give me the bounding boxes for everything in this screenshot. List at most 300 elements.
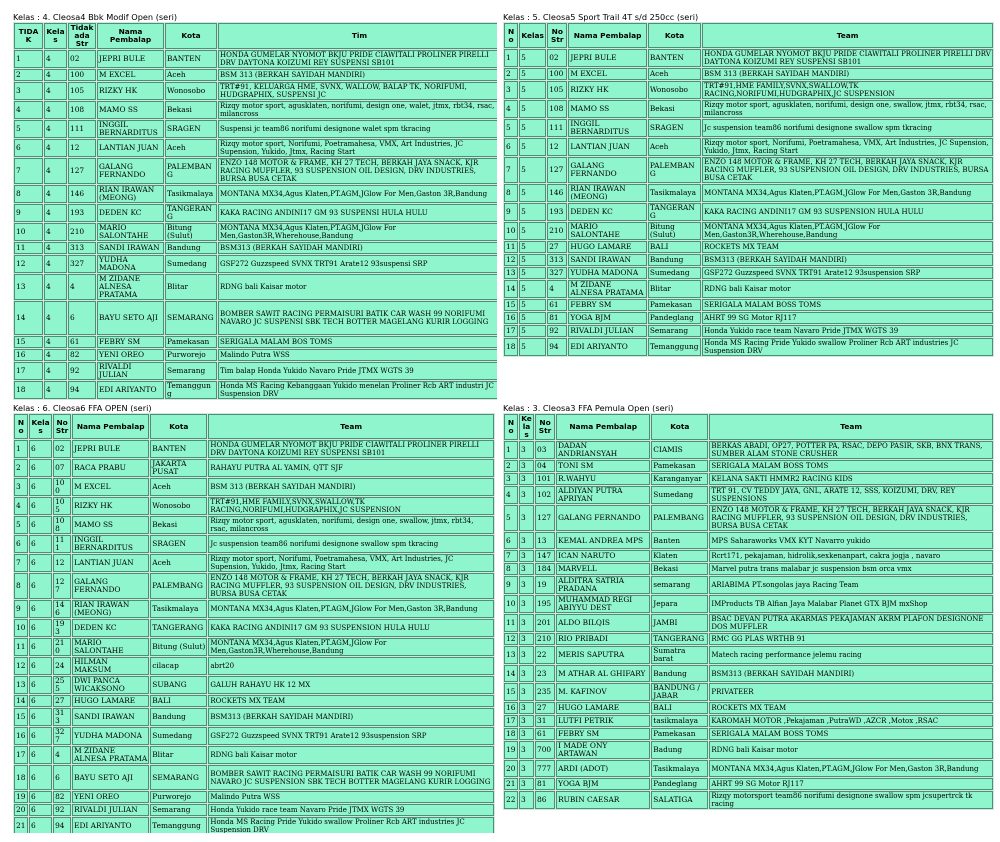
- class-cell: 5: [519, 157, 546, 183]
- class-cell: 6: [29, 708, 52, 726]
- start-number-cell: 61: [535, 728, 555, 740]
- no-cell: 8: [504, 563, 518, 575]
- rider-name-cell: GALANG FERNANDO: [556, 505, 650, 531]
- class-header: Kelas: [519, 414, 534, 440]
- start-number-cell: 27: [535, 702, 555, 714]
- rider-name-cell: RIO PRIBADI: [556, 633, 650, 645]
- table-row: [14, 535, 494, 553]
- class-cell: 4: [44, 381, 67, 399]
- team-cell: MPS Saharaworks VMX KYT Navarro yukido: [709, 532, 993, 549]
- team-cell: Honda MS Racing Kebanggaan Yukido menelan Proliner Rcb ART industri JC Suspension DRV: [218, 381, 497, 399]
- city-cell: Bandung: [651, 665, 708, 682]
- team-cell: BOMBER SAWIT RACING PERMAISURI BATIK CAR WASH 99 NORIFUMI NAVARO JC SUSPENSION SBK TECH BOTTER MAGELANG KURIR LOGGING: [208, 765, 494, 790]
- no-cell: 12: [504, 633, 518, 645]
- class-cell: 3: [519, 576, 534, 594]
- class-cell: 6: [29, 695, 52, 707]
- class-cell: 5: [519, 254, 546, 266]
- rider-name-cell: MAMO SS: [72, 516, 149, 534]
- table-row: [14, 120, 497, 138]
- team-header: Team: [208, 414, 494, 439]
- team-cell: Jc suspension team86 norifumi designone swallow spm tkracing: [208, 535, 494, 553]
- start-number-cell: 108: [547, 100, 567, 118]
- class-cell: 4: [44, 362, 67, 380]
- rider-name-cell: RUBIN CAESAR: [556, 791, 650, 809]
- rider-name-cell: MARIO SALONTAHE: [568, 222, 646, 240]
- city-cell: JAKARTA PUSAT: [150, 459, 207, 477]
- no-cell: 4: [14, 497, 28, 515]
- start-number-cell: 127: [535, 505, 555, 531]
- no-cell: 18: [504, 728, 518, 740]
- rider-name-cell: SANDI IRAWAN: [97, 242, 164, 254]
- start-number-cell: 6: [68, 301, 96, 335]
- rider-name-cell: INGGIL BERNARDITUS: [72, 535, 149, 553]
- class-cell: 4: [44, 101, 67, 119]
- city-cell: Temanggung: [150, 817, 207, 833]
- team-cell: GSF272 Guzzspeed SVNX TRT91 Arate12 93suspension SRP: [702, 267, 993, 279]
- class-cell: 4: [44, 82, 67, 100]
- city-cell: Bandung: [648, 254, 701, 266]
- city-cell: Tasikmalaya: [648, 184, 701, 202]
- table-row: [504, 532, 993, 549]
- no-cell: 6: [504, 138, 518, 156]
- table-row: [14, 381, 497, 399]
- table-row: [14, 242, 497, 254]
- start-number-cell: 105: [53, 497, 71, 515]
- start-number-cell: 201: [535, 614, 555, 632]
- class-cell: 4: [44, 158, 67, 184]
- start-number-cell: 03: [535, 441, 555, 459]
- team-cell: KAKA RACING ANDINI17 GM 93 SUSPENSION HULA HULU: [702, 203, 993, 221]
- class-cell: 4: [44, 255, 67, 273]
- class-3-caption: Kelas : 3. Cleosa3 FFA Pemula Open (seri): [503, 403, 674, 413]
- city-cell: BANTEN: [165, 50, 217, 68]
- start-number-cell: 94: [68, 381, 96, 399]
- team-cell: MONTANA MX34,Agus Klaten,PT.AGM,JGlow For Men,Gaston3R,Wherehouse,Bandung: [218, 223, 497, 241]
- start-number-cell: 235: [535, 683, 555, 701]
- team-cell: Rizqy motor sport, agusklaten, norifumi, design one, walet, jtmx, rbt34, rsac, milancross: [218, 101, 497, 119]
- rider-name-cell: YOGA BJM: [568, 312, 646, 324]
- city-cell: Semarang: [165, 362, 217, 380]
- rider-name-cell: FEBRY SM: [568, 299, 646, 311]
- city-cell: Sumedang: [150, 727, 207, 745]
- start-number-cell: 313: [68, 242, 96, 254]
- rider-name-cell: RIVALDI JULIAN: [568, 325, 646, 337]
- start-number-cell: 92: [68, 362, 96, 380]
- city-cell: Blitar: [648, 280, 701, 298]
- team-cell: RDNG bali Kaisar motor: [702, 280, 993, 298]
- rider-name-cell: MARIO SALONTAHE: [97, 223, 164, 241]
- table-row: [14, 459, 494, 477]
- class-cell: 6: [29, 676, 52, 694]
- table-row: [14, 791, 494, 803]
- class-cell: 6: [29, 478, 52, 496]
- class-cell: 6: [29, 535, 52, 553]
- city-cell: Wonosobo: [165, 82, 217, 100]
- rider-name-cell: GALANG FERNANDO: [97, 158, 164, 184]
- rider-name-cell: MAMO SS: [97, 101, 164, 119]
- team-cell: RDNG bali Kaisar motor: [218, 274, 497, 300]
- rider-name-cell: M ZIDANE ALNESA PRATAMA: [72, 746, 149, 764]
- rider-name-cell: ALDITRA SATRIA PRADANA: [556, 576, 650, 594]
- table-row: [504, 338, 993, 356]
- class-4-caption: Kelas : 4. Cleosa4 Bbk Modif Open (seri): [13, 12, 178, 22]
- class-cell: 5: [519, 138, 546, 156]
- table-row: [14, 204, 497, 222]
- start-number-cell: 4: [68, 274, 96, 300]
- no-cell: 15: [14, 336, 43, 348]
- table-row: [504, 486, 993, 504]
- city-cell: TANGERANG: [651, 633, 708, 645]
- team-cell: ROCKETS MX TEAM: [208, 695, 494, 707]
- class-cell: 5: [519, 280, 546, 298]
- city-cell: TANGERANG: [150, 619, 207, 637]
- team-cell: HONDA GUMELAR NYOMOT BKJU PRIDE CIAWITALI PROLINER PIRELLI DRV DAYTONA KOIZUMI REY SUSPENSI SB101: [218, 50, 497, 68]
- class-cell: 6: [29, 516, 52, 534]
- class-cell: 6: [29, 619, 52, 637]
- start-number-cell: 700: [535, 741, 555, 759]
- city-cell: Pandeglang: [648, 312, 701, 324]
- city-cell: BANTEN: [648, 49, 701, 67]
- class-cell: 3: [519, 741, 534, 759]
- city-cell: Klaten: [651, 550, 708, 562]
- class-cell: 5: [519, 203, 546, 221]
- no-cell: 1: [14, 440, 28, 458]
- team-cell: TRT#91,HME FAMILY,SVNX,SWALLOW,TK RACING,NORIFUMI,HUDGRAPHIX,JC SUSPENSION: [208, 497, 494, 515]
- table-row: [504, 49, 993, 67]
- rider-name-cell: DWI PANCA WICAKSONO: [72, 676, 149, 694]
- start-number-cell: 111: [68, 120, 96, 138]
- rider-name-cell: JEPRI BULE: [568, 49, 646, 67]
- city-cell: Bekasi: [648, 100, 701, 118]
- class-cell: 5: [519, 325, 546, 337]
- class-cell: 6: [29, 497, 52, 515]
- class-4-panel: [13, 12, 497, 402]
- class-5-table: [503, 22, 994, 357]
- start-number-cell: 61: [68, 336, 96, 348]
- table-row: [14, 478, 494, 496]
- team-header: Team: [702, 23, 993, 48]
- class-cell: 3: [519, 460, 534, 472]
- no-cell: 6: [14, 139, 43, 157]
- no-cell: 13: [504, 267, 518, 279]
- rider-name-cell: GALANG FERNANDO: [568, 157, 646, 183]
- city-cell: Purworejo: [150, 791, 207, 803]
- city-cell: SRAGEN: [150, 535, 207, 553]
- rider-name-cell: EDI ARIYANTO: [72, 817, 149, 833]
- table-row: [14, 101, 497, 119]
- rider-name-cell: MARIO SALONTAHE: [72, 638, 149, 656]
- team-cell: Rcrt171, pekajaman, hidrolik,sexkenanpart, cakra jogja , navaro: [709, 550, 993, 562]
- table-row: [504, 81, 993, 99]
- start-number-cell: 146: [53, 600, 71, 618]
- table-row: [504, 633, 993, 645]
- class-cell: 4: [44, 336, 67, 348]
- no-cell: 3: [504, 81, 518, 99]
- rider-name-cell: M. KAFINOV: [556, 683, 650, 701]
- team-header: Tim: [218, 23, 497, 49]
- table-row: [504, 299, 993, 311]
- class-cell: 3: [519, 505, 534, 531]
- table-row: [14, 336, 497, 348]
- city-cell: Pandeglang: [651, 778, 708, 790]
- no-cell: 17: [504, 715, 518, 727]
- class-cell: 5: [519, 312, 546, 324]
- no-cell: 3: [14, 82, 43, 100]
- table-row: [504, 222, 993, 240]
- no-cell: 18: [504, 338, 518, 356]
- city-cell: BALI: [648, 241, 701, 253]
- class-cell: 3: [519, 715, 534, 727]
- table-row: [14, 638, 494, 656]
- no-cell: 9: [504, 576, 518, 594]
- no-cell: 4: [504, 100, 518, 118]
- rider-name-cell: R.WAHYU: [556, 473, 650, 485]
- no-cell: 14: [504, 665, 518, 682]
- team-cell: IMProducts TB Alfian Jaya Malabar Planet GTX BJM mxShop: [709, 595, 993, 613]
- no-cell: 7: [14, 554, 28, 572]
- team-cell: ENZO 148 MOTOR & FRAME, KH 27 TECH, BERKAH JAYA SNACK, KJR RACING MUFFLER, 93 SUSPENSION OIL DESIGN, DRV INDUSTRIES, BURSA BUSA CETAK: [709, 505, 993, 531]
- table-row: [14, 746, 494, 764]
- no-cell: 1: [14, 50, 43, 68]
- rider-name-cell: ALDIYAN PUTRA APRIYAN: [556, 486, 650, 504]
- start-number-cell: 313: [547, 254, 567, 266]
- team-cell: Matech racing performance jelemu racing: [709, 646, 993, 664]
- no-cell: 2: [14, 459, 28, 477]
- start-number-cell: 193: [68, 204, 96, 222]
- team-cell: Tim balap Honda Yukido Navaro Pride JTMX WGTS 39: [218, 362, 497, 380]
- class-cell: 5: [519, 100, 546, 118]
- team-cell: HONDA GUMELAR NYOMOT BKJU PRIDE CIAWITALI PROLINER PIRELLI DRV DAYTONA KOIZUMI REY SUSPENSI SB101: [208, 440, 494, 458]
- team-cell: PRIVATEER: [709, 683, 993, 701]
- table-row: [504, 563, 993, 575]
- city-cell: Sumedang: [648, 267, 701, 279]
- city-cell: SRAGEN: [648, 119, 701, 137]
- city-cell: Semarang: [150, 804, 207, 816]
- class-cell: 5: [519, 241, 546, 253]
- city-header: Kota: [648, 23, 701, 48]
- start-number-cell: 147: [535, 550, 555, 562]
- table-row: [14, 158, 497, 184]
- rider-name-cell: HILMAN MAKSUM: [72, 657, 149, 675]
- class-cell: 4: [44, 185, 67, 203]
- table-row: [504, 715, 993, 727]
- city-cell: SUBANG: [150, 676, 207, 694]
- start-number-cell: 210: [547, 222, 567, 240]
- rider-name-cell: KEMAL ANDREA MPS: [556, 532, 650, 549]
- class-cell: 4: [44, 50, 67, 68]
- rider-name-cell: YENI OREO: [72, 791, 149, 803]
- rider-name-cell: RIVALDI JULIAN: [97, 362, 164, 380]
- city-cell: Pamekasan: [648, 299, 701, 311]
- no-cell: 17: [504, 325, 518, 337]
- rider-name-cell: TONI SM: [556, 460, 650, 472]
- class-3-panel: [503, 403, 996, 833]
- start-number-cell: 127: [68, 158, 96, 184]
- class-cell: 5: [519, 299, 546, 311]
- city-cell: BANTEN: [150, 440, 207, 458]
- rider-name-cell: FEBRY SM: [556, 728, 650, 740]
- team-cell: Honda MS Racing Pride Yukido swallow Proliner Rcb ART industries JC Suspension DRV: [702, 338, 993, 356]
- city-cell: TANGERANG: [165, 204, 217, 222]
- start-number-cell: 13: [535, 532, 555, 549]
- rider-name-cell: JEPRI BULE: [97, 50, 164, 68]
- city-cell: Tasikmalaya: [165, 185, 217, 203]
- team-cell: MONTANA MX34,Agus Klaten,PT.AGM,JGlow For Men,Gaston 3R,Bandung: [702, 184, 993, 202]
- no-cell: 8: [14, 573, 28, 599]
- table-row: [504, 267, 993, 279]
- city-cell: Bitung (Sulut): [150, 638, 207, 656]
- class-cell: 3: [519, 728, 534, 740]
- no-cell: 4: [504, 486, 518, 504]
- no-cell: 1: [504, 49, 518, 67]
- city-cell: PALEMBANG: [648, 157, 701, 183]
- class-cell: 6: [29, 746, 52, 764]
- start-number-cell: 127: [53, 573, 71, 599]
- start-number-cell: 127: [547, 157, 567, 183]
- city-cell: SRAGEN: [165, 120, 217, 138]
- no-cell: 12: [504, 254, 518, 266]
- table-row: [504, 702, 993, 714]
- team-cell: Rizqy motor sport, agusklaten, norifumi, design one, swallow, jtmx, rbt34, rsac, milancross: [208, 516, 494, 534]
- city-header: Kota: [150, 414, 207, 439]
- no-cell: 21: [14, 817, 28, 833]
- rider-name-cell: MARVELL: [556, 563, 650, 575]
- table-row: [14, 676, 494, 694]
- city-cell: JAMBI: [651, 614, 708, 632]
- no-cell: 16: [14, 349, 43, 361]
- class-6-panel: [13, 403, 497, 833]
- table-row: [504, 184, 993, 202]
- city-cell: Tasikmalaya: [651, 760, 708, 777]
- table-row: [504, 119, 993, 137]
- rider-name-cell: DEDEN KC: [72, 619, 149, 637]
- class-cell: 5: [519, 68, 546, 80]
- start-number-cell: 86: [535, 791, 555, 809]
- city-cell: Sumatra barat: [651, 646, 708, 664]
- class-6-table: [13, 413, 495, 833]
- start-number-header: No Str: [535, 414, 555, 440]
- rider-name-cell: RACA PRABU: [72, 459, 149, 477]
- table-row: [504, 760, 993, 777]
- city-cell: semarang: [651, 576, 708, 594]
- table-row: [504, 505, 993, 531]
- class-header: Kelas: [519, 23, 546, 48]
- no-cell: 6: [504, 532, 518, 549]
- team-cell: TRT#91,HME FAMILY,SVNX,SWALLOW,TK RACING,NORIFUMI,HUDGRAPHIX,JC SUSPENSION: [702, 81, 993, 99]
- no-cell: 16: [504, 702, 518, 714]
- no-cell: 6: [14, 535, 28, 553]
- table-row: [14, 349, 497, 361]
- start-number-cell: 82: [68, 349, 96, 361]
- team-cell: MONTANA MX34,Agus Klaten,PT.AGM,JGlow For Men,Gaston 3R,Bandung: [208, 600, 494, 618]
- team-cell: Jc suspension team86 norifumi designone swallow spm tkracing: [702, 119, 993, 137]
- city-cell: Banten: [651, 532, 708, 549]
- no-cell: 10: [14, 223, 43, 241]
- no-cell: 11: [14, 638, 28, 656]
- team-cell: Suspensi jc team86 norifumi designone walet spm tkracing: [218, 120, 497, 138]
- table-row: [14, 817, 494, 833]
- rider-name-cell: M ATHAR AL GHIFARY: [556, 665, 650, 682]
- start-number-cell: 100: [547, 68, 567, 80]
- table-row: [14, 440, 494, 458]
- no-cell: 3: [14, 478, 28, 496]
- no-cell: 15: [14, 708, 28, 726]
- team-cell: GSF272 Guzzspeed SVNX TRT91 Arate12 93suspensi SRP: [218, 255, 497, 273]
- class-cell: 5: [519, 222, 546, 240]
- no-cell: 14: [504, 280, 518, 298]
- city-cell: Semarang: [648, 325, 701, 337]
- class-cell: 4: [44, 204, 67, 222]
- class-cell: 3: [519, 614, 534, 632]
- no-cell: 10: [504, 222, 518, 240]
- no-cell: 15: [504, 683, 518, 701]
- team-cell: RDNG bali Kaisar motor: [208, 746, 494, 764]
- class-cell: 3: [519, 595, 534, 613]
- start-number-cell: 61: [547, 299, 567, 311]
- rider-name-cell: SANDI IRAWAN: [72, 708, 149, 726]
- start-number-cell: 146: [68, 185, 96, 203]
- start-number-cell: 100: [53, 478, 71, 496]
- table-row: [504, 157, 993, 183]
- no-cell: 3: [504, 473, 518, 485]
- table-row: [14, 223, 497, 241]
- class-cell: 4: [44, 274, 67, 300]
- rider-name-cell: LUTFI PETRIK: [556, 715, 650, 727]
- table-row: [504, 665, 993, 682]
- rider-name-cell: INGGIL BERNARDITUS: [97, 120, 164, 138]
- start-number-cell: 102: [535, 486, 555, 504]
- team-cell: ENZO 148 MOTOR & FRAME, KH 27 TECH, BERKAH JAYA SNACK, KJR RACING MUFFLER, 93 SUSPENSION OIL DESIGN, DRV INDUSTRIES, BURSA BUSA CETAK: [218, 158, 497, 184]
- rider-name-cell: HUGO LAMARE: [556, 702, 650, 714]
- class-cell: 5: [519, 81, 546, 99]
- city-cell: Temanggung: [648, 338, 701, 356]
- class-cell: 6: [29, 804, 52, 816]
- start-number-cell: 82: [53, 791, 71, 803]
- table-row: [504, 241, 993, 253]
- no-cell: 9: [14, 600, 28, 618]
- table-row: [14, 619, 494, 637]
- class-cell: 3: [519, 760, 534, 777]
- team-cell: ROCKETS MX TEAM: [702, 241, 993, 253]
- table-row: [14, 301, 497, 335]
- class-cell: 3: [519, 532, 534, 549]
- table-row: [504, 460, 993, 472]
- start-number-cell: 327: [547, 267, 567, 279]
- rider-name-cell: RIZKY HK: [568, 81, 646, 99]
- start-number-cell: 111: [547, 119, 567, 137]
- table-row: [504, 254, 993, 266]
- city-cell: Bitung (Sulut): [165, 223, 217, 241]
- class-cell: 3: [519, 550, 534, 562]
- class-cell: 3: [519, 646, 534, 664]
- start-number-cell: 94: [547, 338, 567, 356]
- city-header: Kota: [165, 23, 217, 49]
- table-row: [504, 138, 993, 156]
- class-cell: 3: [519, 633, 534, 645]
- rider-name-cell: EDI ARIYANTO: [97, 381, 164, 399]
- team-cell: BERKAS ABADI, OP27, POTTER PA, RSAC, DEPO PASIR, SKB, BNX TRANS, SUMBER ALAM STONE CRUSHER: [709, 441, 993, 459]
- no-cell: 5: [504, 119, 518, 137]
- start-number-header: Tidak ada Str: [68, 23, 96, 49]
- team-cell: KAKA RACING ANDINI17 GM 93 SUSPENSI HULA HULU: [218, 204, 497, 222]
- start-number-cell: 27: [547, 241, 567, 253]
- table-row: [14, 695, 494, 707]
- rider-name-cell: MERIS SAPUTRA: [556, 646, 650, 664]
- team-cell: abrt20: [208, 657, 494, 675]
- team-cell: GSF272 Guzzspeed SVNX TRT91 Arate12 93suspension SRP: [208, 727, 494, 745]
- rider-name-cell: DEDEN KC: [97, 204, 164, 222]
- start-number-cell: 105: [68, 82, 96, 100]
